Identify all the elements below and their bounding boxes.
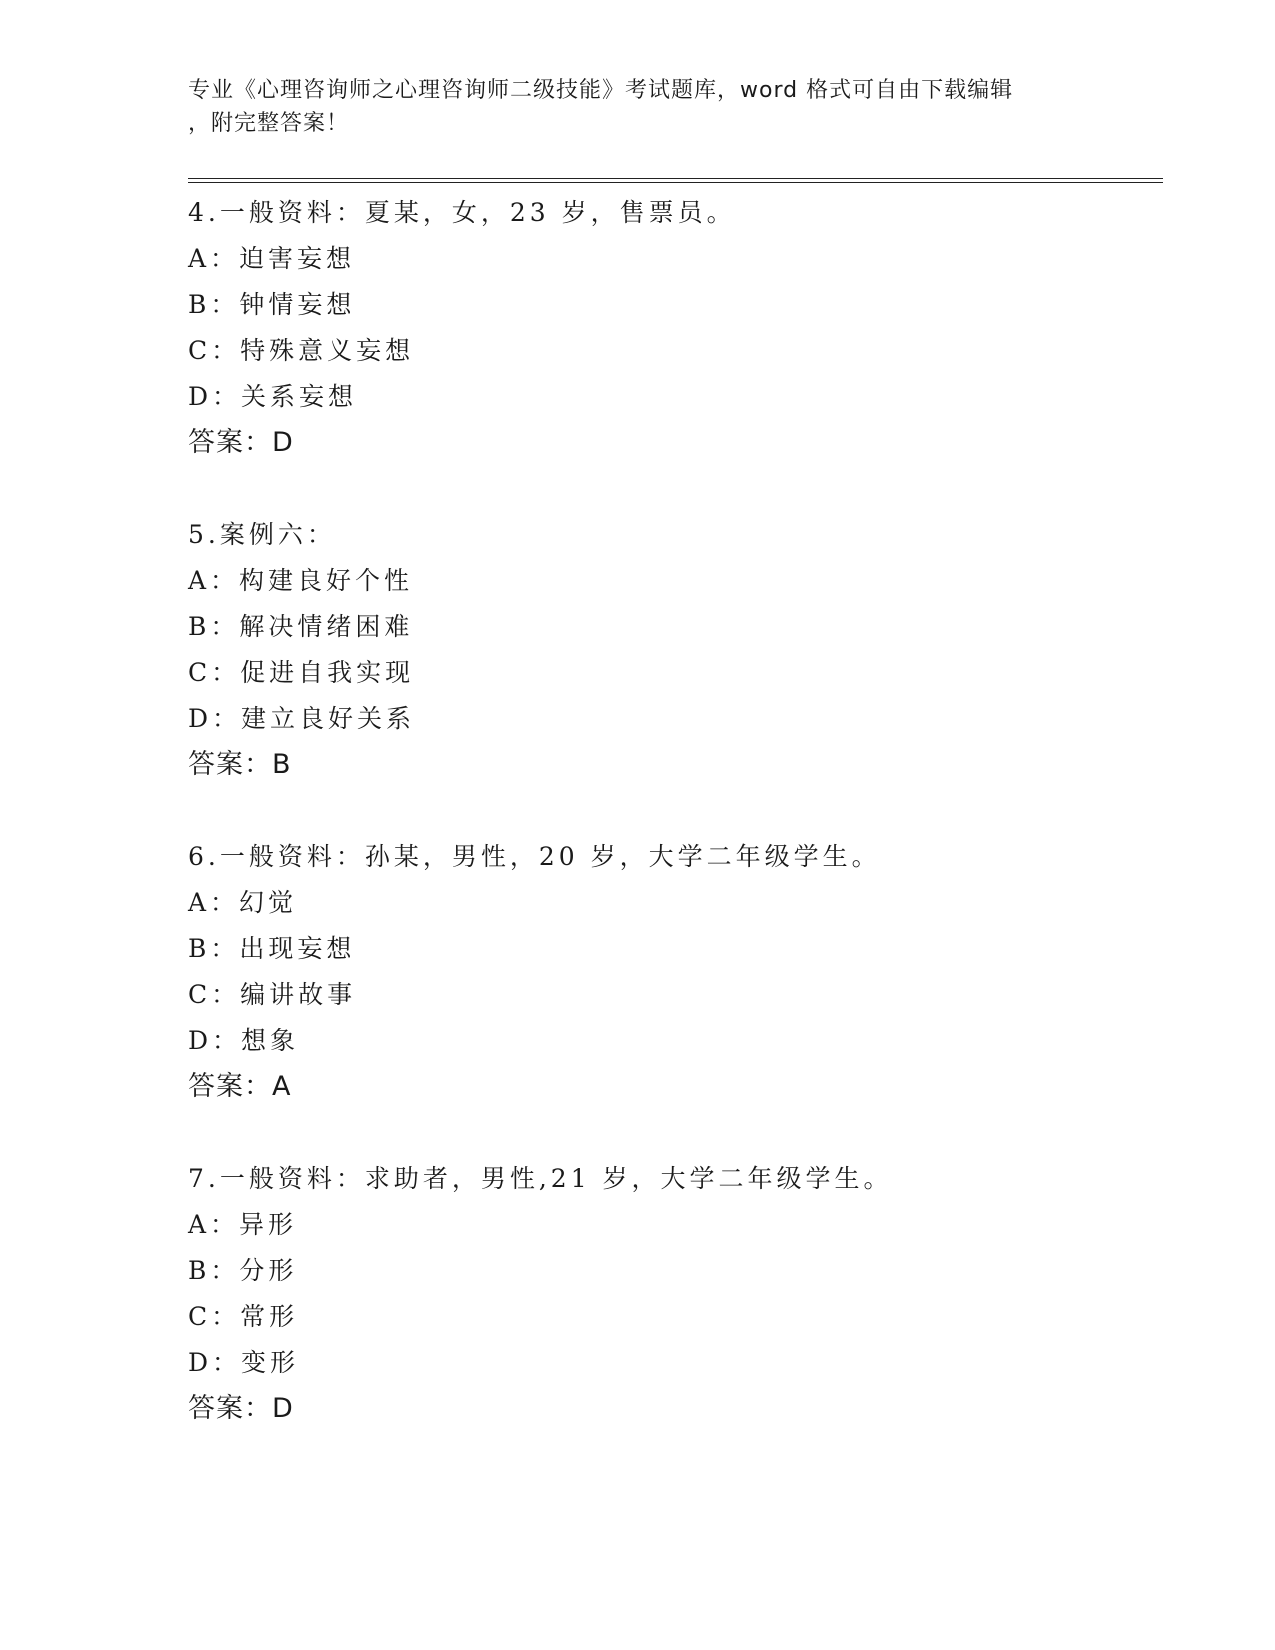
option-c: C：特殊意义妄想 — [188, 336, 415, 365]
question-title: 6.一般资料：孙某，男性，20 岁，大学二年级学生。 — [188, 842, 881, 871]
question-list — [188, 190, 1163, 1478]
question-title: 5.案例六： — [188, 520, 336, 549]
option-d: D：建立良好关系 — [188, 704, 416, 733]
question-item — [188, 512, 1163, 788]
question-title: 4.一般资料：夏某，女，23 岁，售票员。 — [188, 198, 736, 227]
option-b: B：分形 — [188, 1256, 298, 1285]
header-divider-top — [188, 178, 1163, 179]
answer-line: 答案：B — [188, 749, 292, 780]
header-line-1: 专业《心理咨询师之心理咨询师二级技能》考试题库，word 格式可自由下载编辑 — [188, 78, 1014, 103]
option-b: B：解决情绪困难 — [188, 612, 414, 641]
header-line-2: ，附完整答案！ — [188, 111, 350, 136]
option-a: A：构建良好个性 — [188, 566, 414, 595]
question-item — [188, 834, 1163, 1110]
answer-line: 答案：A — [188, 1071, 292, 1102]
option-c: C：促进自我实现 — [188, 658, 415, 687]
question-title: 7.一般资料：求助者，男性,21 岁，大学二年级学生。 — [188, 1164, 893, 1193]
header-divider-bottom — [188, 182, 1163, 183]
answer-line: 答案：D — [188, 427, 294, 458]
question-item — [188, 1156, 1163, 1432]
option-d: D：变形 — [188, 1348, 300, 1377]
answer-line: 答案：D — [188, 1393, 294, 1424]
option-b: B：钟情妄想 — [188, 290, 356, 319]
option-c: C：编讲故事 — [188, 980, 357, 1009]
option-b: B：出现妄想 — [188, 934, 356, 963]
option-d: D：想象 — [188, 1026, 300, 1055]
document-header — [188, 74, 1088, 140]
option-a: A：迫害妄想 — [188, 244, 356, 273]
option-a: A：异形 — [188, 1210, 298, 1239]
option-a: A：幻觉 — [188, 888, 298, 917]
question-item — [188, 190, 1163, 466]
option-c: C：常形 — [188, 1302, 299, 1331]
option-d: D：关系妄想 — [188, 382, 358, 411]
